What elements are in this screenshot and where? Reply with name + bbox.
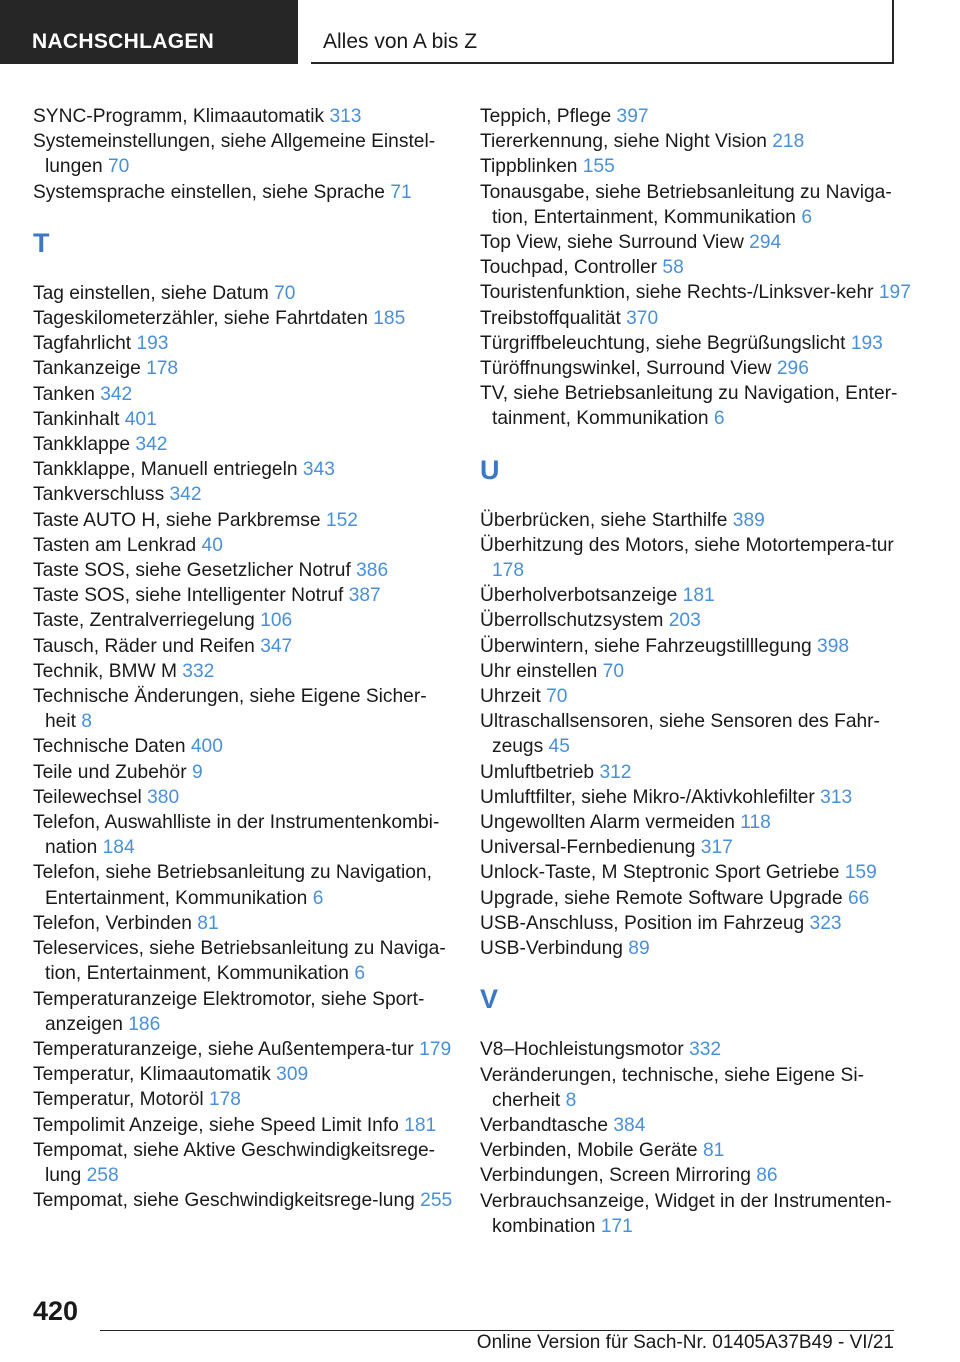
index-page-link[interactable]: 370	[626, 307, 659, 329]
index-entry-text: Veränderungen, technische, siehe Eigene Si-cherheit	[480, 1064, 865, 1111]
index-entry	[33, 482, 453, 507]
index-page-link[interactable]: 255	[420, 1190, 453, 1212]
index-entry-text: Temperatur, Motoröl	[33, 1089, 204, 1111]
index-entry	[33, 911, 453, 936]
index-page-link[interactable]: 159	[844, 862, 877, 884]
index-entry	[33, 281, 453, 306]
index-page-link[interactable]: 193	[850, 332, 883, 354]
index-entry	[33, 659, 453, 684]
index-page-link[interactable]: 181	[404, 1114, 437, 1136]
index-page-link[interactable]: 309	[276, 1064, 309, 1086]
index-entry	[480, 180, 920, 230]
index-column-left	[33, 104, 453, 1213]
index-entry-text: USB-Anschluss, Position im Fahrzeug	[480, 912, 805, 934]
index-entry-text: Überbrücken, siehe Starthilfe	[480, 509, 728, 531]
index-page-link[interactable]: 70	[546, 686, 568, 708]
index-page-link[interactable]: 313	[329, 106, 362, 127]
index-page-link[interactable]: 6	[801, 206, 812, 228]
index-page-link[interactable]: 193	[136, 333, 169, 355]
index-page-link[interactable]: 218	[772, 131, 805, 153]
index-entry-text: Technik, BMW M	[33, 660, 177, 682]
index-entry-text: Taste, Zentralverriegelung	[33, 610, 255, 632]
index-page-link[interactable]: 58	[662, 257, 684, 279]
index-entry-text: Upgrade, siehe Remote Software Upgrade	[480, 887, 843, 909]
index-entry	[33, 860, 453, 910]
index-page-link[interactable]: 155	[582, 156, 615, 178]
index-page-link[interactable]: 66	[847, 887, 870, 909]
index-page-link[interactable]: 106	[260, 610, 293, 632]
index-entry-text: V8–Hochleistungsmotor	[480, 1039, 684, 1061]
index-entry	[33, 684, 453, 734]
index-page-link[interactable]: 313	[820, 786, 853, 808]
index-entry-text: Teile und Zubehör	[33, 761, 187, 783]
index-entry	[33, 583, 453, 608]
index-page-link[interactable]: 89	[628, 938, 650, 960]
index-entry	[480, 583, 920, 608]
index-entry-text: Tag einstellen, siehe Datum	[33, 282, 269, 304]
index-entry-text: Uhrzeit	[480, 686, 541, 708]
index-page-link[interactable]: 40	[201, 534, 223, 556]
index-entry	[480, 608, 920, 633]
index-entry	[480, 533, 920, 583]
index-entry-text: Tankklappe, Manuell entriegeln	[33, 459, 298, 481]
index-entry-text: Top View, siehe Surround View	[480, 232, 744, 254]
index-page-link[interactable]: 342	[169, 484, 202, 506]
index-entry-text: USB-Verbindung	[480, 938, 623, 960]
index-page-link[interactable]: 397	[616, 106, 649, 127]
index-entry	[33, 1037, 453, 1062]
index-entry-text: Tankverschluss	[33, 484, 165, 506]
index-entry	[480, 659, 920, 684]
index-page-link[interactable]: 71	[390, 181, 412, 203]
index-entry	[33, 987, 453, 1037]
index-entry-text: TV, siehe Betriebsanleitung zu Navigation, Enter-tainment, Kommunikation	[480, 383, 898, 430]
index-entry	[33, 104, 453, 129]
index-entry	[480, 835, 920, 860]
index-entry	[33, 331, 453, 356]
index-page-link[interactable]: 400	[190, 736, 223, 758]
index-entry-text: Überholverbotsanzeige	[480, 585, 678, 607]
index-entry	[33, 1062, 453, 1087]
index-entry-text: Universal-Fernbedienung	[480, 837, 696, 859]
index-entry-text: Ungewollten Alarm vermeiden	[480, 812, 735, 834]
index-page-link[interactable]: 197	[878, 282, 911, 304]
index-page-link[interactable]: 86	[756, 1165, 778, 1187]
index-entry-text: Taste SOS, siehe Intelligenter Notruf	[33, 585, 344, 607]
index-entry-text: Touchpad, Controller	[480, 257, 658, 279]
index-page-link[interactable]: 178	[146, 358, 179, 380]
index-page-link[interactable]: 258	[86, 1164, 119, 1186]
index-page-link[interactable]: 380	[147, 786, 180, 808]
index-entry-text: Technische Daten	[33, 736, 186, 758]
index-entry	[480, 1063, 920, 1113]
index-entry-text: Verbindungen, Screen Mirroring	[480, 1165, 751, 1187]
index-entry-text: Tankanzeige	[33, 358, 141, 380]
index-entry	[33, 533, 453, 558]
index-entry-text: Taste AUTO H, siehe Parkbremse	[33, 509, 321, 531]
index-entry	[33, 129, 453, 179]
index-page-link[interactable]: 387	[348, 585, 381, 607]
index-entry-text: Teppich, Pflege	[480, 106, 612, 127]
index-entry-text: Verbandtasche	[480, 1114, 609, 1136]
index-entry-text: Unlock-Taste, M Steptronic Sport Getriebe	[480, 862, 840, 884]
index-entry	[33, 457, 453, 482]
index-entry	[480, 785, 920, 810]
section-label: NACHSCHLAGEN	[0, 0, 298, 64]
index-letter-heading: U	[480, 454, 500, 485]
index-entry-text: Tageskilometerzähler, siehe Fahrtdaten	[33, 308, 368, 330]
index-page-link[interactable]: 203	[668, 610, 701, 632]
index-page-link[interactable]: 70	[602, 660, 625, 682]
index-entry	[33, 810, 453, 860]
index-entry	[480, 1037, 920, 1062]
index-entry-text: Verbrauchsanzeige, Widget in der Instrumenten-kombination	[480, 1190, 892, 1237]
index-page-link[interactable]: 118	[740, 812, 771, 834]
index-entry	[33, 432, 453, 457]
index-entry	[480, 760, 920, 785]
page-title: Alles von A bis Z	[311, 0, 894, 64]
index-column-right	[480, 104, 920, 1239]
index-entry	[33, 608, 453, 633]
index-entry	[33, 1087, 453, 1112]
index-entry	[480, 331, 920, 356]
index-entry	[33, 508, 453, 533]
index-page-link[interactable]: 343	[302, 459, 335, 481]
index-page-link[interactable]: 389	[732, 509, 765, 531]
index-entry	[480, 860, 920, 885]
index-entry-text: Überrollschutzsystem	[480, 610, 664, 632]
index-entry-text: Temperaturanzeige, siehe Außentempera-tur	[33, 1038, 414, 1060]
index-entry	[33, 1138, 453, 1188]
index-page-link[interactable]: 384	[613, 1114, 646, 1136]
index-page-link[interactable]: 81	[702, 1140, 725, 1162]
index-entry	[480, 255, 920, 280]
index-entry-text: Treibstoffqualität	[480, 307, 621, 329]
index-entry	[33, 407, 453, 432]
index-page-link[interactable]: 312	[599, 761, 632, 783]
index-page-link[interactable]: 6	[713, 408, 725, 430]
index-page-link[interactable]: 6	[354, 963, 365, 985]
index-entry	[480, 129, 920, 154]
index-entry-text: Türgriffbeleuchtung, siehe Begrüßungslicht	[480, 332, 846, 354]
index-page-link[interactable]: 171	[600, 1215, 633, 1237]
index-entry-text: Verbinden, Mobile Geräte	[480, 1140, 698, 1162]
index-entry	[480, 709, 920, 759]
index-entry	[33, 180, 453, 205]
index-entry-text: Tankklappe	[33, 434, 131, 456]
index-entry	[480, 911, 920, 936]
index-entry-text: Tiererkennung, siehe Night Vision	[480, 131, 767, 153]
index-page-link[interactable]: 81	[197, 912, 219, 934]
index-page-link[interactable]: 347	[260, 635, 293, 657]
index-page-link[interactable]: 8	[81, 711, 92, 733]
index-entry-text: Tippblinken	[480, 156, 578, 178]
index-page-link[interactable]: 178	[492, 560, 525, 582]
page-number: 420	[33, 1296, 79, 1326]
index-entry-text: Ultraschallsensoren, siehe Sensoren des Fahr-zeugs	[480, 711, 880, 758]
index-entry	[480, 886, 920, 911]
index-page-link[interactable]: 342	[135, 434, 168, 456]
index-entry-text: Türöffnungswinkel, Surround View	[480, 358, 772, 380]
index-entry-text: SYNC-Programm, Klimaautomatik	[33, 106, 325, 127]
index-entry-text: Tausch, Räder und Reifen	[33, 635, 255, 657]
index-entry	[480, 230, 920, 255]
index-entry	[33, 382, 453, 407]
index-entry	[480, 936, 920, 961]
index-entry	[33, 356, 453, 381]
index-entry	[480, 280, 920, 305]
index-entry-text: Telefon, siehe Betriebsanleitung zu Navigation, Entertainment, Kommunikation	[33, 862, 432, 909]
index-page-link[interactable]: 342	[100, 383, 133, 405]
index-entry	[33, 558, 453, 583]
index-page-link[interactable]: 294	[749, 232, 782, 254]
index-page-link[interactable]: 386	[356, 560, 389, 582]
index-entry-text: Touristenfunktion, siehe Rechts-/Linksver-kehr	[480, 282, 874, 304]
index-page-link[interactable]: 9	[191, 761, 203, 783]
index-entry-text: Umluftfilter, siehe Mikro-/Aktivkohlefilter	[480, 786, 815, 808]
index-entry-text: Tempomat, siehe Aktive Geschwindigkeitsrege-lung	[33, 1139, 436, 1186]
index-page-link[interactable]: 317	[700, 837, 733, 859]
index-entry-text: Uhr einstellen	[480, 660, 598, 682]
index-page-link[interactable]: 70	[107, 156, 130, 178]
index-page-link[interactable]: 152	[325, 509, 358, 531]
index-entry-text: Systemeinstellungen, siehe Allgemeine Einstel-lungen	[33, 131, 436, 178]
index-entry-text: Tonausgabe, siehe Betriebsanleitung zu Naviga-tion, Entertainment, Kommunikation	[480, 181, 892, 228]
index-page-link[interactable]: 45	[548, 736, 570, 758]
index-entry-text: Temperatur, Klimaautomatik	[33, 1064, 271, 1086]
index-page-link[interactable]: 6	[312, 887, 324, 909]
index-entry	[480, 1189, 920, 1239]
index-page-link[interactable]: 184	[102, 837, 135, 859]
index-entry	[480, 154, 920, 179]
index-entry	[33, 936, 453, 986]
index-entry	[33, 306, 453, 331]
index-entry-text: Teleservices, siehe Betriebsanleitung zu Naviga-tion, Entertainment, Kommunikation	[33, 938, 446, 985]
index-entry	[480, 684, 920, 709]
index-entry	[33, 734, 453, 759]
index-entry	[480, 104, 920, 129]
index-entry-text: Temperaturanzeige Elektromotor, siehe Sport-anzeigen	[33, 988, 425, 1035]
index-page-link[interactable]: 401	[124, 408, 157, 430]
index-page-link[interactable]: 185	[373, 308, 406, 330]
index-entry	[480, 810, 920, 835]
index-entry	[480, 1113, 920, 1138]
index-entry	[33, 634, 453, 659]
index-entry-text: Tempomat, siehe Geschwindigkeitsrege-lung	[33, 1190, 415, 1212]
index-page-link[interactable]: 398	[817, 635, 850, 657]
index-entry-text: Technische Änderungen, siehe Eigene Sicher-heit	[33, 686, 427, 733]
index-entry	[33, 1188, 453, 1213]
index-entry	[480, 306, 920, 331]
index-entry-text: Tankinhalt	[33, 408, 120, 430]
index-page-link[interactable]: 186	[128, 1013, 161, 1035]
index-entry-text: Überwintern, siehe Fahrzeugstilllegung	[480, 635, 812, 657]
index-page-link[interactable]: 332	[689, 1039, 722, 1061]
index-entry-text: Tasten am Lenkrad	[33, 534, 197, 556]
index-entry	[480, 634, 920, 659]
index-page-link[interactable]: 8	[565, 1089, 577, 1111]
index-letter-heading: V	[480, 984, 499, 1015]
index-page-link[interactable]: 323	[809, 912, 842, 934]
index-entry	[33, 785, 453, 810]
index-entry	[33, 1113, 453, 1138]
index-entry-text: Telefon, Verbinden	[33, 912, 192, 934]
footer-version: Online Version für Sach-Nr. 01405A37B49 - VI/21	[476, 1332, 894, 1353]
index-entry	[480, 381, 920, 431]
index-entry	[480, 1163, 920, 1188]
index-entry-text: Überhitzung des Motors, siehe Motortempera-tur	[480, 534, 894, 556]
index-entry-text: Teilewechsel	[33, 786, 142, 808]
index-entry-text: Tanken	[33, 383, 95, 405]
index-entry-text: Tagfahrlicht	[33, 333, 132, 355]
index-entry-text: Systemsprache einstellen, siehe Sprache	[33, 181, 385, 203]
index-page-link[interactable]: 296	[776, 358, 809, 380]
index-entry	[480, 508, 920, 533]
index-entry-text: Umluftbetrieb	[480, 761, 595, 783]
index-page-link[interactable]: 332	[182, 660, 215, 682]
index-page-link[interactable]: 70	[274, 282, 296, 304]
index-entry-text: Taste SOS, siehe Gesetzlicher Notruf	[33, 560, 351, 582]
index-entry	[480, 1138, 920, 1163]
index-letter-heading: T	[33, 227, 50, 258]
index-page-link[interactable]: 181	[682, 585, 715, 607]
index-page-link[interactable]: 178	[208, 1089, 241, 1111]
index-entry-text: Tempolimit Anzeige, siehe Speed Limit Info	[33, 1114, 399, 1136]
index-entry	[480, 356, 920, 381]
footer-divider	[100, 1330, 894, 1331]
index-entry	[33, 760, 453, 785]
index-page-link[interactable]: 179	[419, 1038, 452, 1060]
index-entry-text: Telefon, Auswahlliste in der Instrumentenkombi-nation	[33, 812, 440, 859]
